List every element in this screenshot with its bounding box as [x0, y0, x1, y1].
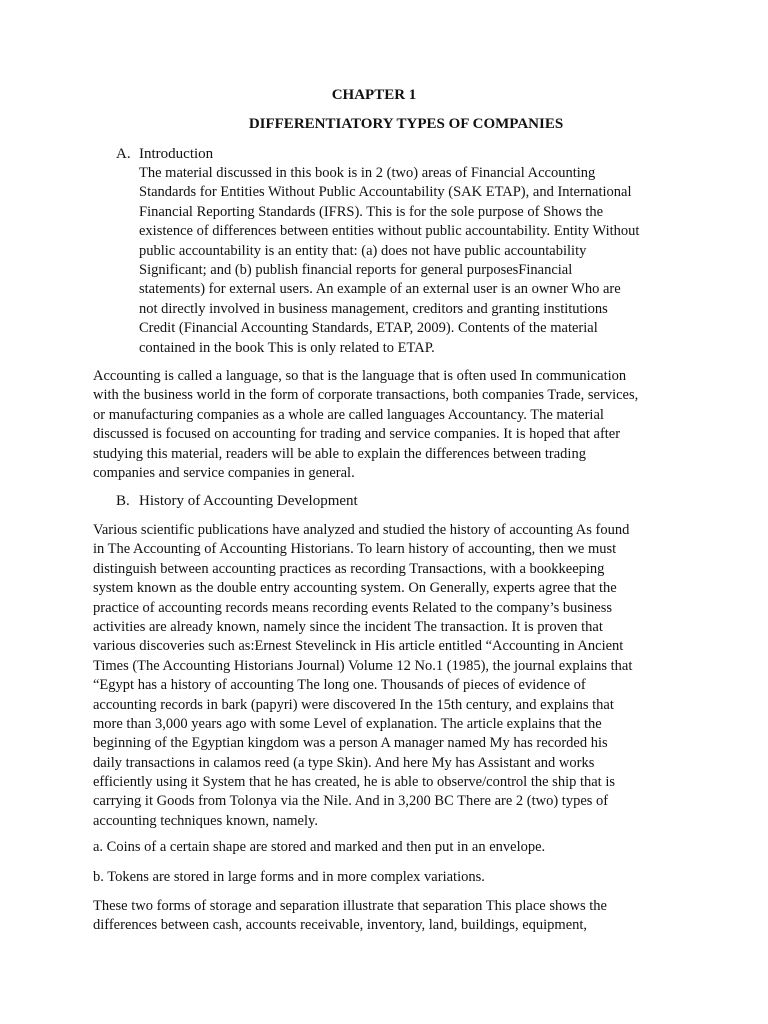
section-a-body — [139, 164, 639, 358]
paragraph-line: companies and service companies in general. — [93, 464, 355, 481]
list-item-text: a. Coins of a certain shape are stored and marked and then put in an envelope. — [93, 839, 546, 855]
paragraph-line: distinguish between accounting practices as recording Transactions, with a bookkeeping — [93, 560, 605, 577]
paragraph-line: various discoveries such as:Ernest Stevelinck in His article entitled “Accounting in Ancient — [93, 638, 624, 655]
section-b-label: B. — [116, 493, 130, 509]
paragraph-line: beginning of the Egyptian kingdom was a person A manager named My has recorded his — [93, 735, 608, 752]
paragraph-line: differences between cash, accounts receivable, inventory, land, buildings, equipment, — [93, 917, 588, 934]
paragraph-line: with the business world in the form of corporate transactions, both companies Trade, services, — [93, 387, 639, 404]
paragraph-history — [93, 521, 673, 831]
section-a-line: existence of differences between entities without public accountability. Entity Without — [139, 223, 640, 240]
paragraph-line: studying this material, readers will be able to explain the differences between trading — [93, 445, 586, 462]
paragraph-line: These two forms of storage and separation illustrate that separation This place shows the — [93, 898, 607, 914]
paragraph-line: activities are already known, namely since the incident The transaction. It is proven that — [93, 618, 603, 635]
paragraph-line: accounting records in bark (papyri) were discovered In the 15th century, and explains that — [93, 696, 614, 713]
paragraph-language — [93, 367, 673, 483]
paragraph-line: carrying it Goods from Tolonya via the Nile. And in 3,200 BC There are 2 (two) types of — [93, 793, 609, 810]
list-item-b — [93, 868, 673, 887]
paragraph-line: “Egypt has a history of accounting The long one. Thousands of pieces of evidence of — [93, 677, 586, 694]
section-a-line: The material discussed in this book is in 2 (two) areas of Financial Accounting — [139, 165, 596, 181]
section-a-line: Financial Reporting Standards (IFRS). This is for the sole purpose of Shows the — [139, 203, 604, 220]
section-a-line: Significant; and (b) publish financial reports for general purposesFinancial — [139, 261, 573, 278]
list-item-text: b. Tokens are stored in large forms and in more complex variations. — [93, 869, 485, 885]
paragraph-line: system known as the double entry accounting system. On Generally, experts agree that the — [93, 580, 617, 597]
section-a-line: public accountability is an entity that: (a) does not have public accountability — [139, 242, 587, 259]
paragraph-line: or manufacturing companies as a whole are called languages Accountancy. The material — [93, 406, 604, 423]
paragraph-line: accounting techniques known, namely. — [93, 812, 318, 829]
chapter-title — [0, 116, 768, 133]
paragraph-line: discussed is focused on accounting for trading and service companies. It is hoped that after — [93, 426, 621, 443]
paragraph-line: more than 3,000 years ago with some Level of explanation. The article explains that the — [93, 715, 602, 732]
paragraph-line: daily transactions in calamos reed (a type Skin). And here My has Assistant and works — [93, 754, 595, 771]
section-a-line: Standards for Entities Without Public Accountability (SAK ETAP), and International — [139, 184, 632, 201]
section-a-line: contained in the book This is only related to ETAP. — [139, 339, 435, 356]
list-item-a — [93, 838, 673, 857]
chapter-number-text: CHAPTER 1 — [331, 87, 417, 103]
paragraph-line: practice of accounting records means recording events Related to the company’s business — [93, 599, 613, 616]
section-a-line: not directly involved in business management, creditors and granting institutions — [139, 300, 608, 317]
chapter-title-text: DIFFERENTIATORY TYPES OF COMPANIES — [248, 116, 564, 132]
paragraph-line: in The Accounting of Accounting Historians. To learn history of accounting, then we must — [93, 541, 617, 558]
section-a-line: Credit (Financial Accounting Standards, ETAP, 2009). Contents of the material — [139, 320, 598, 337]
section-a-label: A. — [116, 146, 131, 162]
chapter-number — [0, 87, 768, 104]
paragraph-line: efficiently using it System that he has created, he is able to observe/control the ship that is — [93, 774, 616, 791]
paragraph-line: Accounting is called a language, so that is the language that is often used In communication — [93, 368, 627, 384]
section-b-title: History of Accounting Development — [139, 493, 358, 509]
paragraph-line: Various scientific publications have analyzed and studied the history of accounting As found — [93, 522, 630, 538]
paragraph-line: Times (The Accounting Historians Journal) Volume 12 No.1 (1985), the journal explains that — [93, 657, 633, 674]
section-a-title: Introduction — [139, 146, 214, 162]
paragraph-storage — [93, 897, 673, 936]
section-a-line: statements) for external users. An example of an external user is an owner Who are — [139, 281, 621, 298]
